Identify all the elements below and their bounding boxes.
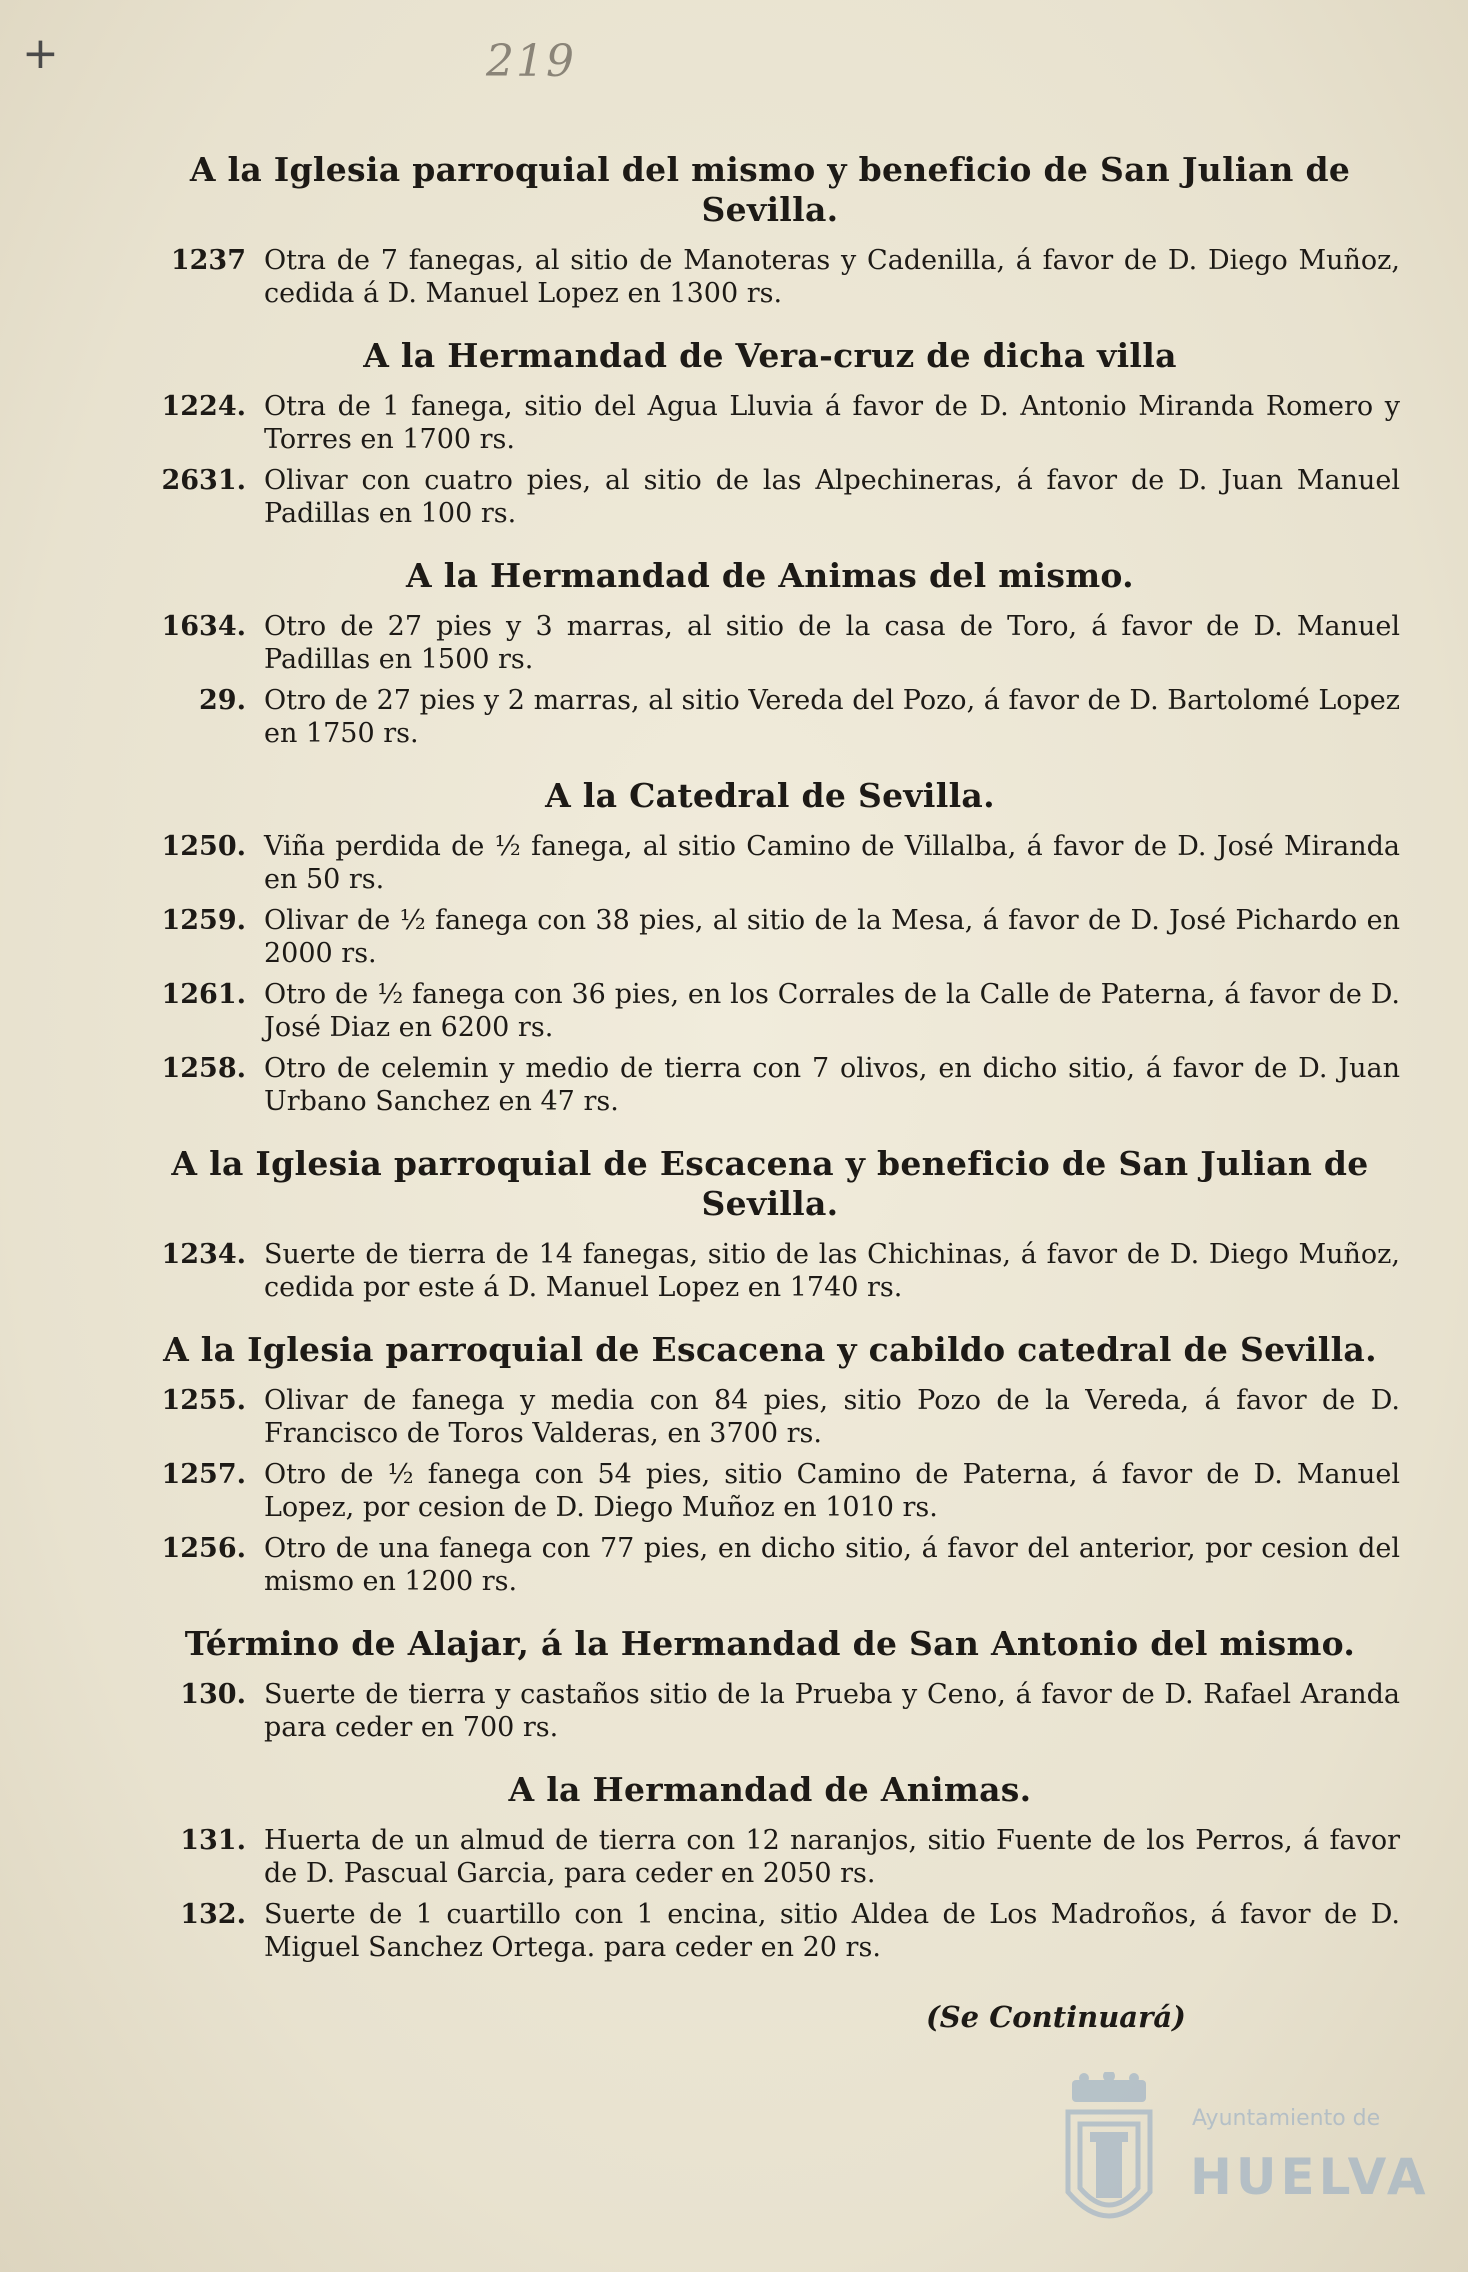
entry-number: 1259. bbox=[161, 905, 246, 936]
document-body bbox=[140, 150, 1400, 1990]
entry-number: 130. bbox=[180, 1679, 246, 1710]
entry-text: Otro de ½ fanega con 36 pies, en los Corrales de la Calle de Paterna, á favor de D. José Diaz en 6200 rs. bbox=[264, 979, 1400, 1043]
entry-text: Otro de ½ fanega con 54 pies, sitio Camino de Paterna, á favor de D. Manuel Lopez, por cesion de D. Diego Muñoz en 1010 rs. bbox=[264, 1459, 1400, 1523]
section-gap bbox=[140, 318, 1400, 336]
section bbox=[140, 1330, 1400, 1624]
entry-text: Suerte de tierra de 14 fanegas, sitio de las Chichinas, á favor de D. Diego Muñoz, cedida por este á D. Manuel Lopez en 1740 rs. bbox=[264, 1239, 1400, 1303]
entry-text: Otro de 27 pies y 2 marras, al sitio Vereda del Pozo, á favor de D. Bartolomé Lopez en 1750 rs. bbox=[264, 685, 1400, 749]
entry-number: 29. bbox=[199, 685, 246, 716]
watermark-line2: HUELVA bbox=[1190, 2148, 1430, 2206]
entry-row bbox=[140, 1384, 1400, 1450]
section-gap bbox=[140, 538, 1400, 556]
section bbox=[140, 150, 1400, 336]
city-shield-icon bbox=[1054, 2072, 1164, 2244]
entry-text: Viña perdida de ½ fanega, al sitio Camino de Villalba, á favor de D. José Miranda en 50 rs. bbox=[264, 831, 1400, 895]
watermark-logo bbox=[1040, 2072, 1430, 2252]
entry-number: 1234. bbox=[161, 1239, 246, 1270]
entry-text: Otro de una fanega con 77 pies, en dicho sitio, á favor del anterior, por cesion del mismo en 1200 rs. bbox=[264, 1533, 1400, 1597]
section-heading: A la Iglesia parroquial de Escacena y beneficio de San Julian de Sevilla. bbox=[171, 1144, 1369, 1223]
entry-row bbox=[140, 1532, 1400, 1598]
entry-number: 1250. bbox=[161, 831, 246, 862]
section-heading: A la Iglesia parroquial de Escacena y cabildo catedral de Sevilla. bbox=[163, 1330, 1377, 1369]
entry-text: Otra de 1 fanega, sitio del Agua Lluvia á favor de D. Antonio Miranda Romero y Torres en 1700 rs. bbox=[264, 391, 1400, 455]
entry-text: Olivar de fanega y media con 84 pies, sitio Pozo de la Vereda, á favor de D. Francisco de Toros Valderas, en 3700 rs. bbox=[264, 1385, 1400, 1449]
entry-row bbox=[140, 978, 1400, 1044]
section bbox=[140, 336, 1400, 556]
entry-number: 131. bbox=[180, 1825, 246, 1856]
section-gap bbox=[140, 1752, 1400, 1770]
section-heading: A la Iglesia parroquial del mismo y beneficio de San Julian de Sevilla. bbox=[189, 150, 1351, 229]
watermark-line1: Ayuntamiento de bbox=[1192, 2106, 1381, 2131]
section-heading: A la Hermandad de Animas del mismo. bbox=[406, 556, 1134, 595]
section-heading: A la Hermandad de Animas. bbox=[508, 1770, 1032, 1809]
section bbox=[140, 1144, 1400, 1330]
section bbox=[140, 1624, 1400, 1770]
entry-number: 1634. bbox=[161, 611, 246, 642]
entry-row bbox=[140, 684, 1400, 750]
section-gap bbox=[140, 1126, 1400, 1144]
entry-row bbox=[140, 1238, 1400, 1304]
entry-number: 132. bbox=[180, 1899, 246, 1930]
folio-number: 219 bbox=[486, 36, 576, 87]
entry-row bbox=[140, 464, 1400, 530]
entry-number: 1224. bbox=[161, 391, 246, 422]
entry-row bbox=[140, 1678, 1400, 1744]
entry-row bbox=[140, 1458, 1400, 1524]
entry-number: 2631. bbox=[161, 465, 246, 496]
corner-mark: + bbox=[22, 28, 59, 79]
entry-text: Olivar de ½ fanega con 38 pies, al sitio de la Mesa, á favor de D. José Pichardo en 2000 rs. bbox=[264, 905, 1400, 969]
entry-text: Otro de celemin y medio de tierra con 7 olivos, en dicho sitio, á favor de D. Juan Urbano Sanchez en 47 rs. bbox=[264, 1053, 1400, 1117]
entry-number: 1258. bbox=[161, 1053, 246, 1084]
section-heading: Término de Alajar, á la Hermandad de San Antonio del mismo. bbox=[184, 1624, 1356, 1663]
entry-row bbox=[140, 904, 1400, 970]
continuation-note: (Se Continuará) bbox=[926, 2000, 1186, 2034]
entry-row bbox=[140, 830, 1400, 896]
entry-row bbox=[140, 610, 1400, 676]
section-heading: A la Hermandad de Vera-cruz de dicha villa bbox=[363, 336, 1177, 375]
entry-row bbox=[140, 1824, 1400, 1890]
entry-text: Suerte de tierra y castaños sitio de la Prueba y Ceno, á favor de D. Rafael Aranda para ceder en 700 rs. bbox=[264, 1679, 1400, 1743]
section bbox=[140, 776, 1400, 1144]
entry-row bbox=[140, 244, 1400, 310]
entry-text: Otro de 27 pies y 3 marras, al sitio de la casa de Toro, á favor de D. Manuel Padillas en 1500 rs. bbox=[264, 611, 1400, 675]
section-gap bbox=[140, 1606, 1400, 1624]
section bbox=[140, 556, 1400, 776]
entry-text: Olivar con cuatro pies, al sitio de las Alpechineras, á favor de D. Juan Manuel Padillas en 100 rs. bbox=[264, 465, 1400, 529]
section-gap bbox=[140, 1972, 1400, 1990]
section-gap bbox=[140, 758, 1400, 776]
entry-number: 1237 bbox=[170, 245, 246, 276]
section-gap bbox=[140, 1312, 1400, 1330]
section bbox=[140, 1770, 1400, 1990]
entry-number: 1256. bbox=[161, 1533, 246, 1564]
entry-row bbox=[140, 390, 1400, 456]
entry-number: 1255. bbox=[161, 1385, 246, 1416]
entry-number: 1257. bbox=[161, 1459, 246, 1490]
section-heading: A la Catedral de Sevilla. bbox=[545, 776, 995, 815]
entry-text: Huerta de un almud de tierra con 12 naranjos, sitio Fuente de los Perros, á favor de D. Pascual Garcia, para ceder en 2050 rs. bbox=[264, 1825, 1400, 1889]
entry-number: 1261. bbox=[161, 979, 246, 1010]
entry-text: Otra de 7 fanegas, al sitio de Manoteras y Cadenilla, á favor de D. Diego Muñoz, cedida á D. Manuel Lopez en 1300 rs. bbox=[264, 245, 1400, 309]
entry-text: Suerte de 1 cuartillo con 1 encina, sitio Aldea de Los Madroños, á favor de D. Miguel Sanchez Ortega. para ceder en 20 rs. bbox=[264, 1899, 1400, 1963]
entry-row bbox=[140, 1898, 1400, 1964]
entry-row bbox=[140, 1052, 1400, 1118]
